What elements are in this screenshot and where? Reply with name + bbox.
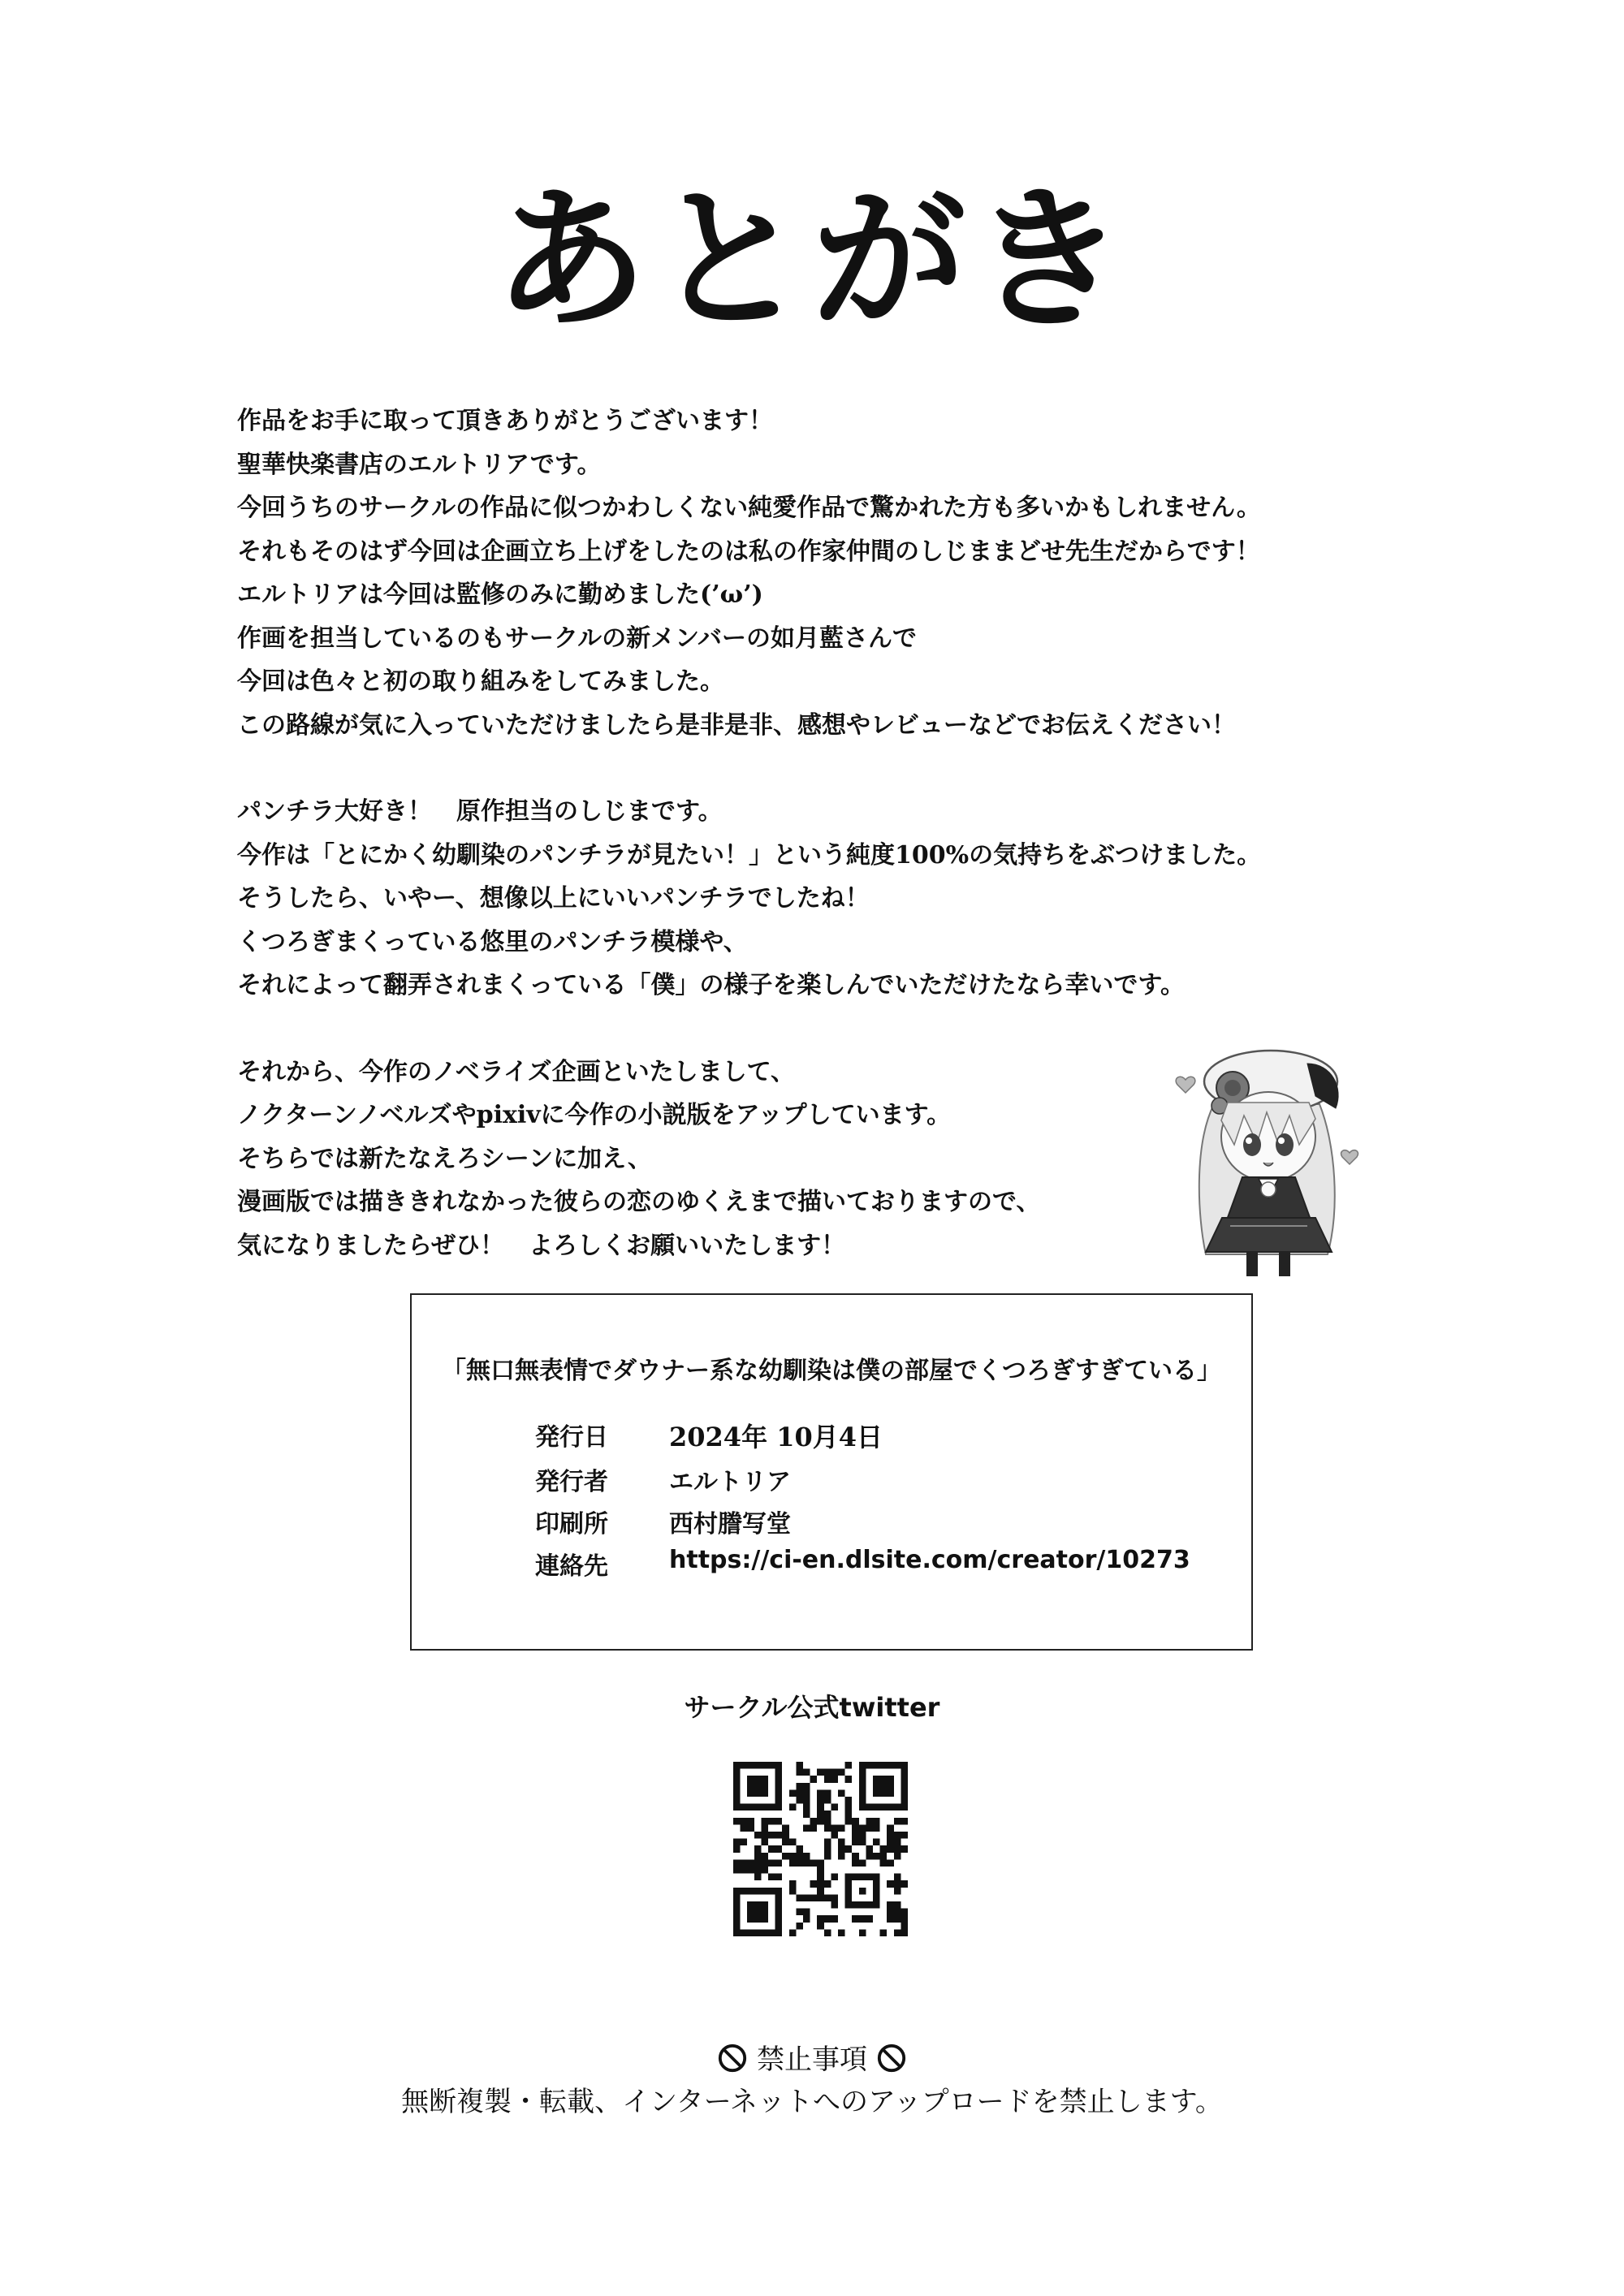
qr-module xyxy=(859,1832,866,1839)
qr-module xyxy=(887,1859,894,1867)
qr-module xyxy=(894,1888,901,1895)
qr-module xyxy=(775,1832,783,1839)
qr-module xyxy=(803,1853,810,1860)
text-line: 聖華快楽書店のエルトリアです。 xyxy=(237,450,602,479)
qr-module xyxy=(901,1832,908,1839)
qr-module xyxy=(831,1776,838,1783)
qr-module xyxy=(741,1859,748,1867)
qr-module xyxy=(901,1818,908,1825)
prohibition-text: 無断複製・転載、インターネットへのアップロードを禁止します。 xyxy=(401,2086,1223,2118)
colophon-box xyxy=(410,1293,1253,1651)
qr-module xyxy=(817,1888,824,1895)
qr-module xyxy=(866,1818,873,1825)
prohibited-icon xyxy=(876,2043,907,2074)
qr-module xyxy=(817,1915,824,1923)
qr-module xyxy=(789,1804,797,1811)
qr-module xyxy=(803,1824,810,1832)
qr-module xyxy=(782,1839,789,1846)
qr-module xyxy=(866,1845,873,1853)
qr-module xyxy=(845,1762,853,1769)
qr-module xyxy=(824,1894,831,1901)
prohibition-title-text: 禁止事項 xyxy=(757,2044,867,2076)
qr-module xyxy=(894,1880,901,1888)
qr-module xyxy=(887,1839,894,1846)
qr-module xyxy=(831,1769,838,1776)
qr-module xyxy=(824,1853,831,1860)
qr-module xyxy=(817,1789,824,1797)
qr-module xyxy=(796,1894,803,1901)
qr-module xyxy=(754,1867,762,1874)
qr-module xyxy=(810,1880,818,1888)
qr-module xyxy=(817,1804,824,1811)
qr-module xyxy=(817,1880,824,1888)
qr-module xyxy=(901,1845,908,1853)
qr-module xyxy=(733,1859,741,1867)
text-line: それもそのはず今回は企画立ち上げをしたのは私の作家仲間のしじままどせ先生だからです！ xyxy=(237,537,1260,566)
qr-module xyxy=(852,1859,859,1867)
qr-module xyxy=(768,1874,775,1881)
qr-module xyxy=(733,1839,741,1846)
qr-module xyxy=(775,1859,783,1867)
qr-module xyxy=(845,1804,853,1811)
qr-module xyxy=(796,1923,803,1930)
qr-module xyxy=(831,1824,838,1832)
qr-module xyxy=(824,1839,831,1846)
qr-module xyxy=(817,1923,824,1930)
qr-module xyxy=(894,1839,901,1846)
text-line: 今回は色々と初の取り組みをしてみました。 xyxy=(237,667,724,696)
qr-module xyxy=(789,1789,797,1797)
qr-module xyxy=(859,1859,866,1867)
qr-module xyxy=(733,1867,741,1874)
qr-module xyxy=(894,1901,901,1909)
qr-module xyxy=(824,1789,831,1797)
qr-module xyxy=(775,1874,783,1881)
qr-module xyxy=(894,1874,901,1881)
qr-module xyxy=(894,1915,901,1923)
qr-module xyxy=(782,1824,789,1832)
qr-module xyxy=(789,1853,797,1860)
qr-module xyxy=(852,1853,859,1860)
qr-module xyxy=(852,1915,859,1923)
qr-module xyxy=(873,1824,880,1832)
work-title: 「無口無表情でダウナー系な幼馴染は僕の部屋でくつろぎすぎている」 xyxy=(442,1357,1221,1385)
colophon-label: 印刷所 xyxy=(535,1510,608,1539)
qr-module xyxy=(817,1769,824,1776)
qr-module xyxy=(754,1853,762,1860)
qr-module xyxy=(824,1845,831,1853)
qr-module xyxy=(817,1818,824,1825)
qr-module xyxy=(887,1832,894,1839)
qr-module xyxy=(817,1894,824,1901)
qr-module xyxy=(866,1915,873,1923)
qr-module xyxy=(894,1909,901,1916)
qr-module xyxy=(761,1859,768,1867)
qr-module xyxy=(796,1853,803,1860)
qr-module xyxy=(803,1789,810,1797)
qr-module xyxy=(754,1874,762,1881)
qr-module xyxy=(838,1769,845,1776)
qr-module xyxy=(880,1845,888,1853)
qr-module xyxy=(845,1845,853,1853)
text-line: 漫画版では描ききれなかった彼らの恋のゆくえまで描いておりますので、 xyxy=(237,1188,1041,1216)
qr-module xyxy=(741,1824,748,1832)
colophon-value: 2024年 10月4日 xyxy=(669,1422,883,1452)
prohibited-icon xyxy=(717,2043,748,2074)
text-line: この路線が気に入っていただけましたら是非是非、感想やレビューなどでお伝えください！ xyxy=(237,710,1236,740)
qr-module xyxy=(859,1929,866,1936)
qr-module xyxy=(817,1859,824,1867)
qr-module xyxy=(845,1818,853,1825)
prohibition-title xyxy=(0,2041,1624,2078)
qr-module xyxy=(803,1783,810,1790)
qr-module xyxy=(852,1824,859,1832)
qr-code-icon[interactable] xyxy=(733,1762,908,1936)
qr-module xyxy=(796,1845,803,1853)
paragraph xyxy=(237,399,1390,747)
text-line: 今作は「とにかく幼馴染のパンチラが見たい！」という純度100%の気持ちをぶつけました。 xyxy=(237,840,1262,870)
qr-module xyxy=(824,1818,831,1825)
qr-module xyxy=(866,1824,873,1832)
qr-module xyxy=(831,1894,838,1901)
qr-module xyxy=(754,1859,762,1867)
qr-module xyxy=(873,1839,880,1846)
qr-module xyxy=(901,1915,908,1923)
qr-module xyxy=(852,1818,859,1825)
qr-module xyxy=(901,1923,908,1930)
colophon-value: エルトリア xyxy=(669,1468,791,1496)
paragraph xyxy=(237,790,1390,1008)
qr-module xyxy=(887,1909,894,1916)
qr-module xyxy=(803,1915,810,1923)
qr-module xyxy=(796,1789,803,1797)
qr-module xyxy=(866,1853,873,1860)
qr-module xyxy=(887,1880,894,1888)
qr-module xyxy=(810,1859,818,1867)
qr-module xyxy=(838,1853,845,1860)
qr-module xyxy=(796,1783,803,1790)
qr-module xyxy=(741,1839,748,1846)
qr-module xyxy=(796,1797,803,1804)
qr-module xyxy=(845,1797,853,1804)
qr-module xyxy=(754,1832,762,1839)
qr-module xyxy=(824,1929,831,1936)
qr-module xyxy=(831,1901,838,1909)
qr-module xyxy=(768,1845,775,1853)
qr-module xyxy=(782,1853,789,1860)
text-line: パンチラ大好き！ 原作担当のしじまです。 xyxy=(237,797,723,826)
qr-module xyxy=(838,1845,845,1853)
qr-module xyxy=(768,1859,775,1867)
qr-module xyxy=(880,1859,888,1867)
qr-module xyxy=(761,1818,768,1825)
qr-module xyxy=(810,1824,818,1832)
qr-module xyxy=(873,1853,880,1860)
qr-module xyxy=(852,1839,859,1846)
qr-module xyxy=(789,1859,797,1867)
qr-module xyxy=(824,1776,831,1783)
text-line: ノクターンノベルズやpixivに今作の小説版をアップしています。 xyxy=(237,1101,952,1129)
text-line: 気になりましたらぜひ！ よろしくお願いいたします！ xyxy=(237,1231,846,1260)
qr-module xyxy=(824,1810,831,1818)
text-line: エルトリアは今回は監修のみに勤めました(’ω’) xyxy=(237,580,763,609)
qr-module xyxy=(754,1845,762,1853)
qr-module xyxy=(817,1874,824,1881)
qr-module xyxy=(733,1818,741,1825)
qr-module xyxy=(775,1818,783,1825)
qr-module xyxy=(775,1845,783,1853)
qr-module xyxy=(789,1839,797,1846)
qr-module xyxy=(803,1804,810,1811)
text-line: 作画を担当しているのもサークルの新メンバーの如月藍さんで xyxy=(237,624,917,653)
qr-module xyxy=(845,1810,853,1818)
contact-url[interactable]: https://ci-en.dlsite.com/creator/10273 xyxy=(669,1546,1190,1574)
qr-module xyxy=(803,1797,810,1804)
qr-module xyxy=(741,1867,748,1874)
qr-module xyxy=(761,1853,768,1860)
qr-module xyxy=(901,1880,908,1888)
qr-module xyxy=(859,1824,866,1832)
colophon-label: 発行日 xyxy=(535,1423,608,1452)
qr-module xyxy=(803,1894,810,1901)
qr-module xyxy=(887,1845,894,1853)
qr-module xyxy=(894,1845,901,1853)
qr-module xyxy=(741,1818,748,1825)
qr-module xyxy=(845,1776,853,1783)
colophon-label: 発行者 xyxy=(535,1468,608,1496)
qr-module xyxy=(831,1804,838,1811)
qr-module xyxy=(831,1915,838,1923)
twitter-label: サークル公式twitter xyxy=(684,1692,940,1723)
page-title: あとがき xyxy=(493,169,1130,350)
qr-module xyxy=(796,1769,803,1776)
chibi-character-illustration xyxy=(1169,1031,1364,1283)
qr-module xyxy=(761,1867,768,1874)
qr-module xyxy=(789,1880,797,1888)
text-line: それによって翻弄されまくっている「僕」の様子を楽しんでいただけたなら幸いです。 xyxy=(237,971,1185,999)
qr-module xyxy=(747,1859,754,1867)
qr-module xyxy=(887,1824,894,1832)
qr-module xyxy=(761,1832,768,1839)
qr-module xyxy=(838,1824,845,1832)
qr-module xyxy=(817,1867,824,1874)
qr-module xyxy=(796,1859,803,1867)
qr-module xyxy=(810,1776,818,1783)
qr-module xyxy=(831,1832,838,1839)
qr-module xyxy=(761,1839,768,1846)
qr-module xyxy=(859,1839,866,1846)
qr-module xyxy=(852,1832,859,1839)
qr-module xyxy=(824,1769,831,1776)
qr-module xyxy=(803,1909,810,1916)
qr-module xyxy=(796,1909,803,1916)
qr-module xyxy=(789,1929,797,1936)
qr-module xyxy=(747,1867,754,1874)
text-line: そちらでは新たなえろシーンに加え、 xyxy=(237,1144,652,1173)
qr-module xyxy=(817,1810,824,1818)
qr-module xyxy=(747,1824,754,1832)
colophon-label: 連絡先 xyxy=(535,1552,608,1581)
qr-module xyxy=(810,1818,818,1825)
qr-module xyxy=(894,1853,901,1860)
qr-module xyxy=(782,1832,789,1839)
qr-module xyxy=(803,1769,810,1776)
qr-module xyxy=(824,1915,831,1923)
colophon-value: 西村謄写堂 xyxy=(669,1510,791,1539)
qr-module xyxy=(747,1818,754,1825)
qr-module xyxy=(824,1880,831,1888)
qr-module xyxy=(768,1818,775,1825)
qr-module xyxy=(894,1832,901,1839)
qr-module xyxy=(761,1824,768,1832)
text-line: 今回うちのサークルの作品に似つかわしくない純愛作品で驚かれた方も多いかもしれません。 xyxy=(237,494,1261,522)
qr-module xyxy=(838,1839,845,1846)
qr-module xyxy=(894,1929,901,1936)
qr-module xyxy=(838,1929,845,1936)
qr-module xyxy=(880,1929,888,1936)
qr-module xyxy=(901,1909,908,1916)
qr-module xyxy=(894,1818,901,1825)
qr-module xyxy=(789,1888,797,1895)
qr-module xyxy=(831,1874,838,1881)
qr-module xyxy=(901,1929,908,1936)
qr-module xyxy=(768,1832,775,1839)
qr-module xyxy=(887,1915,894,1923)
text-line: それから、今作のノベライズ企画といたしまして、 xyxy=(237,1057,795,1086)
qr-module xyxy=(824,1824,831,1832)
qr-module xyxy=(873,1818,880,1825)
qr-module xyxy=(810,1894,818,1901)
qr-module xyxy=(887,1901,894,1909)
text-line: そうしたら、いやー、想像以上にいいパンチラでしたね！ xyxy=(237,884,870,913)
qr-module xyxy=(803,1859,810,1867)
qr-module xyxy=(859,1915,866,1923)
qr-module xyxy=(817,1797,824,1804)
qr-module xyxy=(824,1797,831,1804)
qr-module xyxy=(803,1810,810,1818)
qr-module xyxy=(733,1845,741,1853)
text-line: くつろぎまくっている悠里のパンチラ模様や、 xyxy=(237,927,748,956)
text-line: 作品をお手に取って頂きありがとうございます！ xyxy=(237,407,773,435)
qr-module xyxy=(880,1853,888,1860)
qr-module xyxy=(796,1762,803,1769)
qr-module xyxy=(838,1789,845,1797)
